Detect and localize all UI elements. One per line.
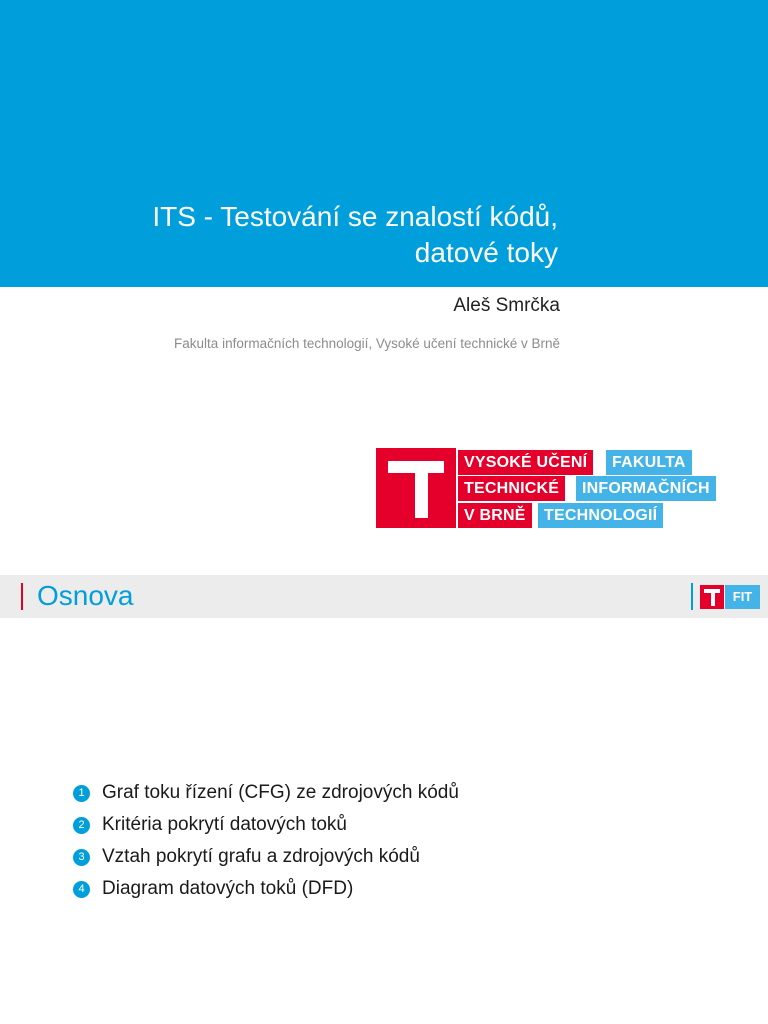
fit-accent-mark	[691, 583, 693, 610]
logo-text-technicke: TECHNICKÉ	[458, 476, 565, 501]
logo-text-v-brne: V BRNĚ	[458, 503, 532, 528]
header-accent-mark	[21, 583, 23, 610]
outline-list	[73, 777, 459, 905]
number-4-icon: 4	[73, 881, 90, 898]
logo-text-technologii: TECHNOLOGIÍ	[538, 503, 663, 528]
outline-item-label: Vztah pokrytí grafu a zdrojových kódů	[102, 846, 420, 867]
fit-badge: FIT	[725, 585, 760, 609]
outline-item	[73, 841, 459, 873]
vut-fit-logo	[376, 448, 738, 528]
logo-text-informacnich: INFORMAČNÍCH	[576, 476, 716, 501]
number-2-icon: 2	[73, 817, 90, 834]
outline-item	[73, 873, 459, 905]
logo-text-fakulta: FAKULTA	[606, 450, 692, 475]
fit-t-logo-icon	[700, 585, 724, 609]
slide-title: Osnova	[37, 580, 134, 611]
affiliation-text: Fakulta informačních technologií, Vysoké učení technické v Brně	[174, 336, 560, 351]
presentation-title	[152, 199, 558, 271]
number-3-icon: 3	[73, 849, 90, 866]
outline-item	[73, 777, 459, 809]
number-1-icon: 1	[73, 785, 90, 802]
title-line-1: ITS - Testování se znalostí kódů,	[152, 201, 558, 232]
outline-item-label: Diagram datových toků (DFD)	[102, 878, 354, 899]
title-line-2: datové toky	[414, 237, 558, 268]
logo-text-vysoke-uceni: VYSOKÉ UČENÍ	[458, 450, 593, 475]
vut-t-logo-icon	[376, 448, 456, 528]
outline-item	[73, 809, 459, 841]
author-name: Aleš Smrčka	[453, 295, 560, 316]
outline-item-label: Kritéria pokrytí datových toků	[102, 814, 347, 835]
outline-item-label: Graf toku řízení (CFG) ze zdrojových kódů	[102, 782, 459, 803]
